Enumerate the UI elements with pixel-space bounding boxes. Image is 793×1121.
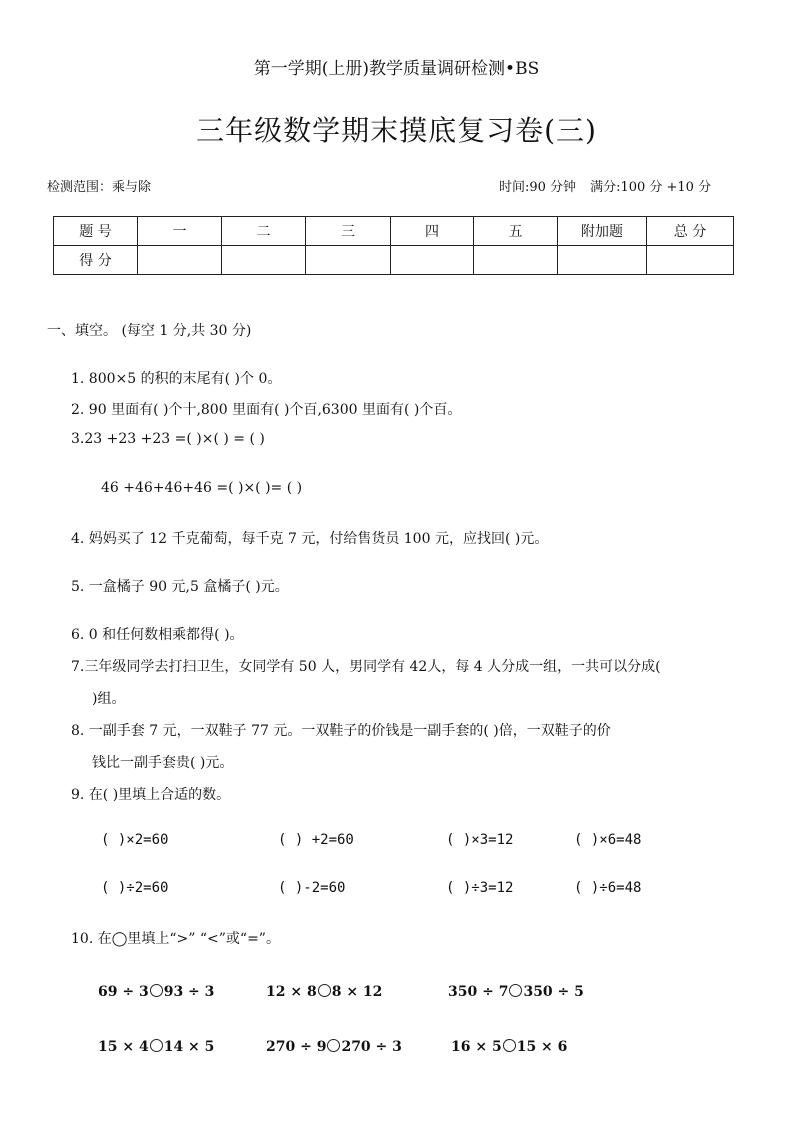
score-table-header: 三 — [306, 217, 391, 246]
q9-item: ( )÷3=12 — [446, 880, 514, 896]
exam-time: 时间:90 分钟 — [499, 180, 577, 195]
score-cell[interactable] — [138, 246, 222, 275]
question-6: 6. 0 和任何数相乘都得( )。 — [71, 627, 244, 643]
q10-item — [448, 984, 584, 1000]
question-3b: 46 +46+46+46 =( )×( )= ( ) — [101, 480, 303, 496]
q10-left: 270 ÷ 9 — [266, 1039, 327, 1055]
q10-right: 15 × 6 — [516, 1039, 568, 1055]
score-table-header: 二 — [222, 217, 306, 246]
question-8-line1: 8. 一副手套 7 元，一双鞋子 77 元。一双鞋子的价钱是一副手套的( )倍，一双鞋子的价 — [71, 723, 611, 739]
q9-item: ( )×2=60 — [101, 832, 169, 848]
q10-left: 15 × 4 — [98, 1039, 149, 1055]
q10-right: 8 × 12 — [331, 984, 383, 1000]
score-table-header: 总 分 — [647, 217, 734, 246]
compare-circle-icon[interactable] — [509, 984, 522, 997]
compare-circle-icon[interactable] — [327, 1039, 340, 1052]
score-row-label: 得 分 — [54, 246, 138, 275]
score-table-score-row — [54, 246, 734, 275]
q10-right: 14 × 5 — [163, 1039, 215, 1055]
compare-circle-icon[interactable] — [503, 1039, 516, 1052]
score-cell[interactable] — [647, 246, 734, 275]
q9-item: ( )×3=12 — [446, 832, 514, 848]
score-table — [53, 216, 734, 275]
exam-header: 第一学期(上册)教学质量调研检测•BS — [253, 59, 540, 79]
question-2: 2. 90 里面有( )个十,800 里面有( )个百,6300 里面有( )个百。 — [71, 402, 462, 418]
score-table-header: 题 号 — [54, 217, 138, 246]
question-1: 1. 800×5 的积的末尾有( )个 0。 — [71, 371, 282, 387]
q10-right: 270 ÷ 3 — [341, 1039, 402, 1055]
exam-title: 三年级数学期末摸底复习卷(三) — [196, 114, 597, 147]
exam-full-score: 满分:100 分 +10 分 — [590, 180, 712, 195]
q10-right: 350 ÷ 5 — [523, 984, 584, 1000]
question-8-line2: 钱比一副手套贵( )元。 — [92, 755, 234, 771]
score-table-header: 附加题 — [558, 217, 647, 246]
q9-item: ( )×6=48 — [574, 832, 642, 848]
q10-left: 16 × 5 — [451, 1039, 502, 1055]
question-4: 4. 妈妈买了 12 千克葡萄，每千克 7 元，付给售货员 100 元，应找回( )元。 — [71, 531, 549, 547]
q10-item — [98, 1039, 214, 1055]
score-cell[interactable] — [558, 246, 647, 275]
score-table-header-row — [54, 217, 734, 246]
q10-item — [451, 1039, 567, 1055]
exam-scope: 检测范围：乘与除 — [47, 180, 152, 195]
question-7-line1: 7.三年级同学去打扫卫生，女同学有 50 人，男同学有 42人，每 4 人分成一组，一共可以分成( — [71, 659, 661, 675]
q10-right: 93 ÷ 3 — [163, 984, 215, 1000]
score-table-header: 五 — [474, 217, 558, 246]
q9-item: ( )-2=60 — [278, 880, 346, 896]
q10-item — [266, 1039, 402, 1055]
score-cell[interactable] — [391, 246, 474, 275]
question-7-line2: )组。 — [92, 691, 126, 707]
q10-item — [98, 984, 214, 1000]
question-5: 5. 一盒橘子 90 元,5 盒橘子( )元。 — [71, 579, 289, 595]
score-table-header: 一 — [138, 217, 222, 246]
exam-time-score — [499, 176, 725, 195]
q9-item: ( ) +2=60 — [278, 832, 354, 848]
q10-left: 69 ÷ 3 — [98, 984, 149, 1000]
q9-item: ( )÷6=48 — [574, 880, 642, 896]
score-cell[interactable] — [306, 246, 391, 275]
q10-item — [266, 984, 382, 1000]
question-3a: 3.23 +23 +23 =( )×( ) = ( ) — [71, 431, 265, 447]
q10-left: 12 × 8 — [266, 984, 317, 1000]
question-10: 10. 在◯里填上“>” “<”或“=”。 — [71, 931, 280, 947]
score-cell[interactable] — [474, 246, 558, 275]
compare-circle-icon[interactable] — [150, 1039, 163, 1052]
score-cell[interactable] — [222, 246, 306, 275]
compare-circle-icon[interactable] — [150, 984, 163, 997]
compare-circle-icon[interactable] — [318, 984, 331, 997]
question-9: 9. 在( )里填上合适的数。 — [71, 787, 231, 803]
section-title: 一、填空。 (每空 1 分,共 30 分) — [47, 323, 252, 339]
q9-item: ( )÷2=60 — [101, 880, 169, 896]
score-table-header: 四 — [391, 217, 474, 246]
q10-left: 350 ÷ 7 — [448, 984, 509, 1000]
